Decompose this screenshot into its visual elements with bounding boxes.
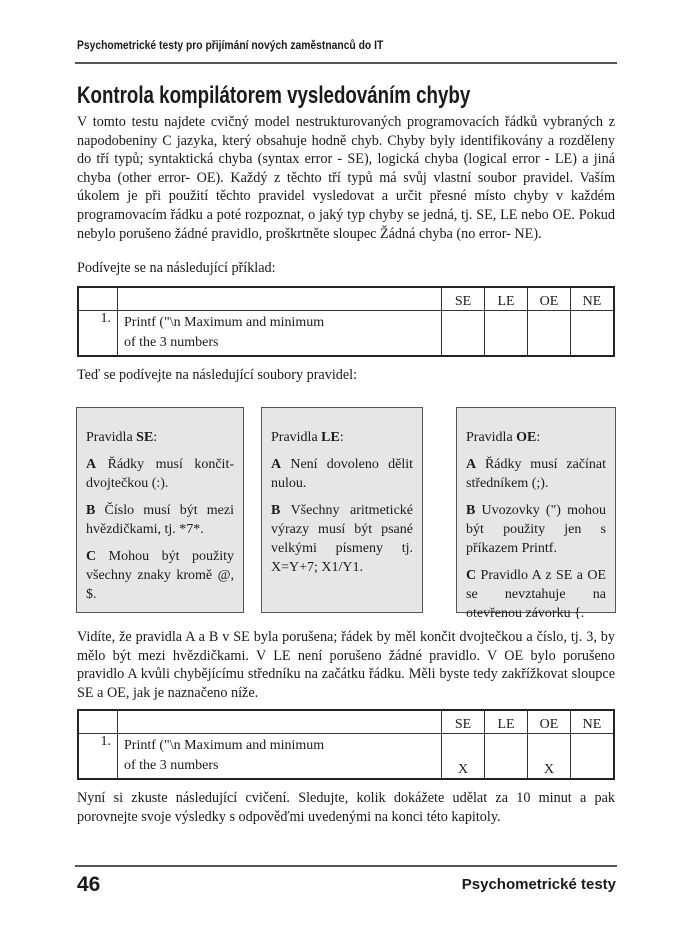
closing-paragraph: Nyní si zkuste následující cvičení. Sledujte, kolik dokážete udělat za 10 minut a pak porovnejte svoje výsledky s odpověďmi uvedenými na konci této kapitoly. (77, 790, 615, 825)
rule-item: C Pravidlo A z SE a OE se nevztahuje na otevřenou závorku {. (466, 568, 606, 621)
section-title: Kontrola kompilátorem vysledováním chyby (77, 82, 471, 109)
rule-item: A Není dovoleno dělit nulou. (271, 457, 413, 491)
col-se: SE (442, 287, 485, 311)
example-table (77, 286, 615, 357)
code-line: Printf ("\n Maximum and minimum of the 3 numbers (118, 734, 442, 780)
col-le: LE (485, 287, 528, 311)
rules-box-le: Pravidla LE: A Není dovoleno dělit nulou. B Všechny aritmetické výrazy musí být psané velkými písmeny tj. X=Y+7; X1/Y1. (261, 407, 423, 613)
col-oe: OE (528, 710, 571, 734)
col-oe: OE (528, 287, 571, 311)
col-ne: NE (571, 710, 615, 734)
mark-le[interactable] (485, 734, 528, 780)
rule-item: A Řádky musí začínat středníkem (;). (466, 457, 606, 491)
table-row (78, 734, 614, 780)
rule-item: B Číslo musí být mezi hvězdičkami, tj. *7*. (86, 503, 234, 537)
rules-box-se: Pravidla SE: A Řádky musí končit-dvojtečkou (:). B Číslo musí být mezi hvězdičkami, tj. *7*. C Mohou být použity všechny znaky kromě @, $. (76, 407, 244, 613)
mark-ne[interactable] (571, 311, 615, 357)
rule-item: B Uvozovky (") mohou být použity jen s příkazem Printf. (466, 503, 606, 556)
rules-box-oe: Pravidla OE: A Řádky musí začínat středníkem (;). B Uvozovky (") mohou být použity jen s příkazem Printf. C Pravidlo A z SE a OE se nevztahuje na otevřenou závorku {. (456, 407, 616, 613)
intro-paragraph: V tomto testu najdete cvičný model nestrukturovaných programovacích řádků vybraných z napodobeniny C jazyka, který obsahuje hodně chyb. Chyby byly identifikovány a rozděleny do tří typů; syntaktická chyba (syntax error - SE), logická chyba (logical error - LE) a jiná chyba (other error- OE). Každý z těchto tří typů má svůj vlastní soubor pravidel. Vaším úkolem je při použití těchto pravidel vysledovat a určit přesné místo chyby v každém programovacím řádku a poté rozpoznat, o jaký typ chyby se jedná, tj. SE, LE nebo OE. Pokud nebylo porušeno žádné pravidlo, proškrtněte sloupec Žádná chyba (no error- NE). (77, 114, 615, 242)
rules-prompt: Teď se podívejte na následující soubory pravidel: (77, 367, 358, 383)
table-header-row (78, 710, 614, 734)
header-rule (75, 62, 617, 64)
row-number: 1. (78, 734, 118, 780)
rule-item: B Všechny aritmetické výrazy musí být psané velkými písmeny tj. X=Y+7; X1/Y1. (271, 503, 413, 575)
col-le: LE (485, 710, 528, 734)
mark-oe[interactable] (528, 311, 571, 357)
rule-item: A Řádky musí končit-dvojtečkou (:). (86, 457, 234, 491)
page-number: 46 (77, 873, 101, 896)
col-se: SE (442, 710, 485, 734)
explanation-paragraph: Vidíte, že pravidla A a B v SE byla porušena; řádek by měl končit dvojtečkou a číslo, tj. 3, by mělo být mezi hvězdičkami. V LE není porušeno žádné pravidlo. V OE bylo porušeno pravidlo A kvůli chybějícímu středníku na začátku řádku. Měli byste tedy zakřížkovat sloupce SE a OE, jak je naznačeno níže. (77, 629, 615, 701)
rule-item: C Mohou být použity všechny znaky kromě @, $. (86, 549, 234, 602)
table-header-row (78, 287, 614, 311)
solution-table (77, 709, 615, 780)
running-header: Psychometrické testy pro přijímání nových zaměstnanců do IT (77, 38, 384, 52)
footer-book-title: Psychometrické testy (461, 876, 616, 893)
col-ne: NE (571, 287, 615, 311)
mark-ne[interactable] (571, 734, 615, 780)
example-prompt: Podívejte se na následující příklad: (77, 260, 276, 276)
table-row (78, 311, 614, 357)
mark-se[interactable] (442, 311, 485, 357)
code-line: Printf ("\n Maximum and minimum of the 3 numbers (118, 311, 442, 357)
footer-rule (75, 865, 617, 867)
row-number: 1. (78, 311, 118, 357)
mark-se[interactable]: X (442, 734, 485, 780)
mark-oe[interactable]: X (528, 734, 571, 780)
mark-le[interactable] (485, 311, 528, 357)
